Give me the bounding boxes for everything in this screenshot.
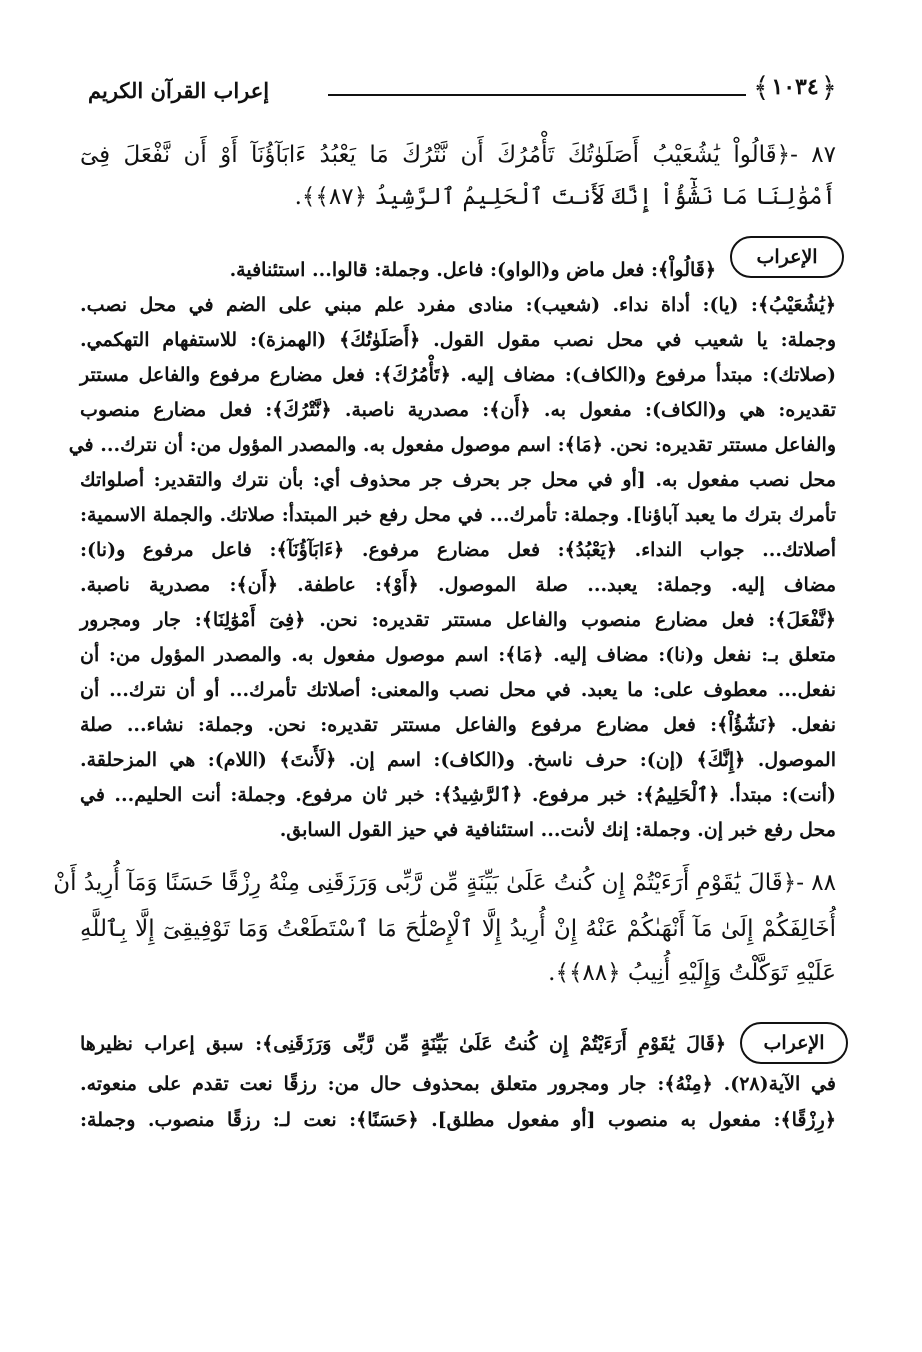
verse-88-line-3: عَلَيْهِ تَوَكَّلْتُ وَإِلَيْهِ أُنِيبُ ﴿٨٨﴾﴾. (548, 960, 836, 986)
page-number (752, 66, 838, 108)
running-title: إعراب القرآن الكريم (88, 78, 270, 103)
verse-87-line-2: أَمْوَٰلِنَا مَا نَشَٰٓؤُاْ إِنَّكَ لَأَنتَ ٱلْحَلِيمُ ٱلرَّشِيدُ ﴿٨٧﴾﴾. (294, 184, 836, 210)
irab-87-line-11: ﴿نَّفْعَلَ﴾: فعل مضارع منصوب والفاعل مستتر تقديره: نحن. ﴿فِىٓ أَمْوَٰلِنَا﴾: جار ومجرور (80, 609, 836, 631)
irab-87-line-14: نفعل. ﴿نَشَٰٓؤُاْ﴾: فعل مضارع مرفوع والفاعل مستتر تقديره: نحن. وجملة: نشاء... صلة (80, 714, 836, 736)
verse-88-line-2: أُخَالِفَكُمْ إِلَىٰ مَآ أَنْهَىٰكُمْ عَنْهُ إِنْ أُرِيدُ إِلَّا ٱلْإِصْلَٰحَ مَا ٱسْتَطَعْتُ وَمَا تَوْفِيقِىٓ إِلَّا بِٱللَّهِ (80, 916, 836, 942)
irab-87-line-9: أصلاتك... جواب النداء. ﴿يَعْبُدُ﴾: فعل مضارع مرفوع. ﴿ءَابَآؤُنَآ﴾: فاعل مرفوع و(نا): (80, 539, 836, 561)
irab-87-line-2: ﴿يَٰشُعَيْبُ﴾: (يا): أداة نداء. (شعيب): منادى مفرد علم مبني على الضم في محل نصب. (80, 294, 836, 316)
irab-88-line-2: في الآية(٢٨). ﴿مِنْهُ﴾: جار ومجرور متعلق بمحذوف حال من: رزقًا نعت تقدم على منعوته. (80, 1073, 836, 1095)
page-number-value: ١٠٣٤ (771, 74, 819, 100)
page-number-bracket-right: ﴾ (752, 70, 770, 104)
irab-87-line-17: محل رفع خبر إن. وجملة: إنك لأنت... استئنافية في حيز القول السابق. (279, 819, 836, 841)
irab-87-line-16: (أنت): مبتدأ. ﴿ٱلْحَلِيمُ﴾: خبر مرفوع. ﴿ٱلرَّشِيدُ﴾: خبر ثان مرفوع. وجملة: أنت الحليم... في (80, 784, 836, 806)
irab-87-line-10: مضاف إليه. وجملة: يعبد... صلة الموصول. ﴿أَوْ﴾: عاطفة. ﴿أَن﴾: مصدرية ناصبة. (80, 574, 836, 596)
verse-88-line-1: ٨٨ -﴿قَالَ يَٰقَوْمِ أَرَءَيْتُمْ إِن كُنتُ عَلَىٰ بَيِّنَةٍ مِّن رَّبِّى وَرَزَقَنِى مِنْهُ رِزْقًا حَسَنًا وَمَآ أُرِيدُ أَنْ (53, 870, 836, 896)
irab-88-line-1: ﴿قَالَ يَٰقَوْمِ أَرَءَيْتُمْ إِن كُنتُ عَلَىٰ بَيِّنَةٍ مِّن رَّبِّى وَرَزَقَنِى﴾: سبق إعراب نظيرها (80, 1033, 726, 1055)
page-number-bracket-left: ﴿ (820, 70, 838, 104)
irab-87-line-15: الموصول. ﴿إِنَّكَ﴾ (إن): حرف ناسخ. و(الكاف): اسم إن. ﴿لَأَنتَ﴾ (اللام): هي المزحلقة. (80, 749, 836, 771)
irab-87-line-7: محل نصب مفعول به. [أو في محل جر بحرف جر محذوف أي: بأن نترك والتقدير: أصلواتك (80, 469, 836, 491)
irab-87-line-8: تأمرك بترك ما يعبد آباؤنا]. وجملة: تأمرك... في محل رفع خبر المبتدأ: صلاتك. والجملة الاسمية: (80, 504, 836, 526)
irab-87-line-3: وجملة: يا شعيب في محل نصب مقول القول. ﴿أَصَلَوٰتُكَ﴾ (الهمزة): للاستفهام التهكمي. (80, 329, 836, 351)
irab-87-line-1: ﴿قَالُواْ﴾: فعل ماض و(الواو): فاعل. وجملة: قالوا... استئنافية. (229, 259, 716, 281)
verse-87-line-1: ٨٧ -﴿قَالُواْ يَٰشُعَيْبُ أَصَلَوٰتُكَ تَأْمُرُكَ أَن نَّتْرُكَ مَا يَعْبُدُ ءَابَآؤُنَآ أَوْ أَن نَّفْعَلَ فِىٓ (80, 142, 836, 168)
header-rule (328, 94, 746, 96)
irab-badge: الإعراب (730, 236, 844, 278)
irab-87-line-5: تقديره: هي و(الكاف): مفعول به. ﴿أَن﴾: مصدرية ناصبة. ﴿نَّتْرُكَ﴾: فعل مضارع منصوب (80, 399, 836, 421)
irab-87-line-13: نفعل... معطوف على: ما يعبد. في محل نصب والمعنى: أصلاتك تأمرك... أو أن نترك... أن (80, 679, 836, 701)
irab-badge-2: الإعراب (740, 1022, 848, 1064)
irab-87-line-4: (صلاتك): مبتدأ مرفوع و(الكاف): مضاف إليه. ﴿تَأْمُرُكَ﴾: فعل مضارع مرفوع والفاعل مستتر (80, 364, 836, 386)
irab-88-line-3: ﴿رِزْقًا﴾: مفعول به منصوب [أو مفعول مطلق]. ﴿حَسَنًا﴾: نعت لـ: رزقًا منصوب. وجملة: (80, 1109, 836, 1131)
irab-87-line-12: متعلق بـ: نفعل و(نا): مضاف إليه. ﴿مَا﴾: اسم موصول مفعول به. والمصدر المؤول من: أن (80, 644, 836, 666)
irab-87-line-6: والفاعل مستتر تقديره: نحن. ﴿مَا﴾: اسم موصول مفعول به. والمصدر المؤول من: أن نترك... في (68, 434, 836, 456)
